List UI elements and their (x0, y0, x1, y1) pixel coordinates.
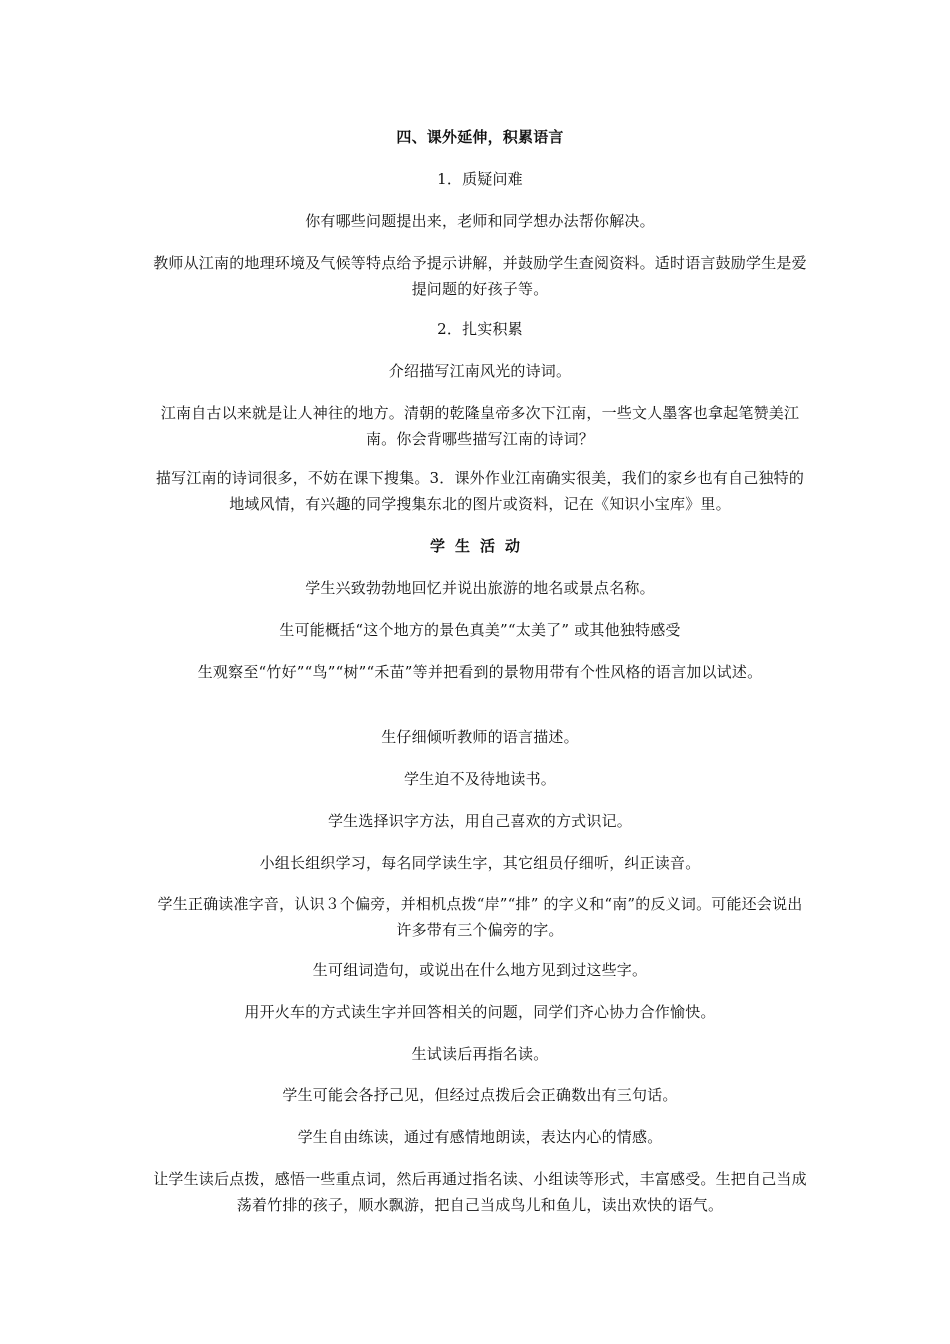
subheading-questions: 1．质疑问难 (437, 170, 523, 188)
list-item: 学生选择识字方法，用自己喜欢的方式识记。 (327, 812, 632, 830)
list-item: 用开火车的方式读生字并回答相关的问题，同学们齐心协力合作愉快。 (244, 1003, 716, 1021)
list-item: 学生迫不及待地读书。 (403, 770, 556, 788)
paragraph: 江南自古以来就是让人神往的地方。清朝的乾隆皇帝多次下江南，一些文人墨客也拿起笔赞美江南。你会背哪些描写江南的诗词？ (160, 404, 800, 448)
subheading-accumulation: 2．扎实积累 (437, 320, 523, 338)
list-item: 生可能概括“这个地方的景色真美”“太美了” 或其他独特感受 (279, 621, 681, 639)
list-item: 学生兴致勃勃地回忆并说出旅游的地名或景点名称。 (305, 579, 655, 597)
list-item: 小组长组织学习，每名同学读生字，其它组员仔细听，纠正读音。 (259, 854, 701, 872)
list-item: 学生自由练读，通过有感情地朗读，表达内心的情感。 (297, 1128, 663, 1146)
paragraph: 教师从江南的地理环境及气候等特点给予提示讲解，并鼓励学生查阅资料。适时语言鼓励学生是爱提问题的好孩子等。 (153, 254, 807, 298)
list-item: 生可组词造句，或说出在什么地方见到过这些字。 (312, 961, 648, 979)
section-heading: 四、课外延伸，积累语言 (396, 128, 564, 146)
student-activity-heading: 学生活动 (429, 537, 530, 555)
list-item: 学生正确读准字音，认识３个偏旁，并相机点拨“岸”“排” 的字义和“南”的反义词。可能还会说出许多带有三个偏旁的字。 (157, 895, 803, 939)
list-item: 生观察至“竹好”“鸟”“树”“禾苗”等并把看到的景物用带有个性风格的语言加以试述。 (197, 663, 763, 681)
list-item: 学生可能会各抒己见，但经过点拨后会正确数出有三句话。 (282, 1086, 678, 1104)
paragraph: 介绍描写江南风光的诗词。 (388, 362, 572, 380)
list-item: 让学生读后点拨，感悟一些重点词，然后再通过指名读、小组读等形式，丰富感受。生把自己当成荡着竹排的孩子，顺水飘游，把自己当成鸟儿和鱼儿，读出欢快的语气。 (153, 1170, 807, 1214)
paragraph: 描写江南的诗词很多，不妨在课下搜集。3．课外作业江南确实很美，我们的家乡也有自己独特的地域风情，有兴趣的同学搜集东北的图片或资料，记在《知识小宝库》里。 (155, 469, 805, 513)
paragraph: 你有哪些问题提出来，老师和同学想办法帮你解决。 (305, 212, 655, 230)
list-item: 生试读后再指名读。 (411, 1045, 549, 1063)
list-item: 生仔细倾听教师的语言描述。 (381, 728, 579, 746)
